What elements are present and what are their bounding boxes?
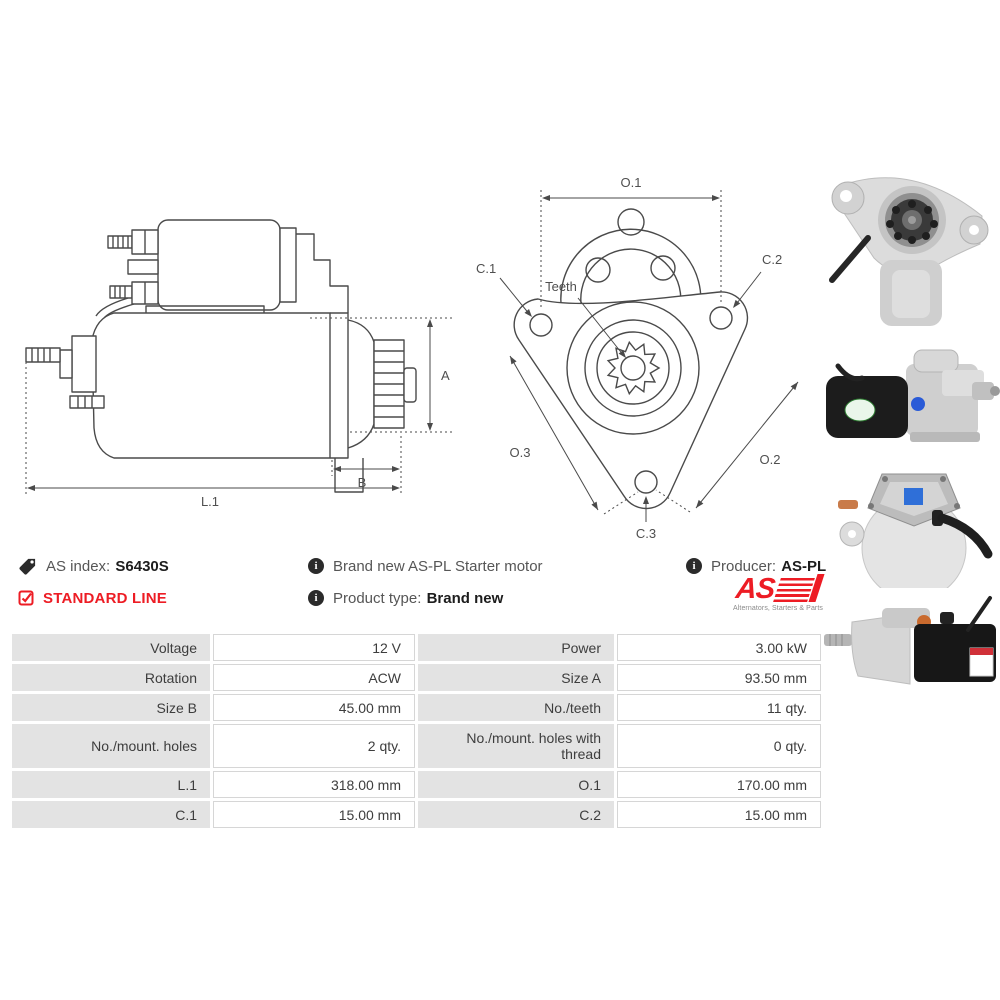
as-index-label: AS index: S6430S [46, 557, 169, 575]
arrowhead [333, 466, 341, 472]
spec-value: 170.00 mm [617, 771, 821, 798]
spec-value: 2 qty. [213, 724, 415, 768]
info-column-left [18, 556, 169, 620]
checked-checkbox-icon [18, 590, 34, 606]
product-photo-rear [822, 458, 1000, 588]
arrowhead [427, 319, 433, 327]
product-type-row [308, 588, 543, 608]
spec-value: 15.00 mm [617, 801, 821, 828]
info-icon: i [686, 558, 702, 574]
dim-label-o3: O.3 [509, 445, 531, 460]
spec-value: 318.00 mm [213, 771, 415, 798]
spec-label: Size A [418, 664, 614, 691]
teeth-label: Teeth [545, 279, 577, 294]
info-column-middle [308, 556, 543, 620]
arrowhead [427, 423, 433, 431]
spec-label: Power [418, 634, 614, 661]
starter-side-view-diagram [10, 190, 455, 520]
arrowhead [712, 195, 720, 201]
description-row [308, 556, 543, 576]
spec-value: 93.50 mm [617, 664, 821, 691]
starter-front-view-diagram [458, 160, 830, 560]
spec-label: C.2 [418, 801, 614, 828]
starter-side-outline [26, 220, 416, 492]
logo-as-text: AS [734, 573, 777, 605]
arrowhead [507, 355, 516, 365]
dim-label-o2: O.2 [759, 452, 781, 467]
arrowhead [27, 485, 35, 491]
product-type-value: Brand new [426, 589, 504, 607]
spec-value: 0 qty. [617, 724, 821, 768]
logo-tagline: Alternators, Starters & Parts [732, 605, 824, 612]
dim-label-a: A [441, 368, 450, 383]
spec-label: No./mount. holes with thread [418, 724, 614, 768]
as-index-value: S6430S [115, 557, 169, 575]
dim-label-o1: O.1 [620, 175, 642, 190]
spec-label: No./teeth [418, 694, 614, 721]
spec-value: ACW [213, 664, 415, 691]
mounting-flange [514, 292, 747, 509]
spec-value: 15.00 mm [213, 801, 415, 828]
dim-label-b: B [357, 475, 367, 490]
dim-label-c1: C.1 [476, 261, 497, 276]
arrowhead [542, 195, 550, 201]
as-index-row [18, 556, 169, 576]
spec-label: C.1 [12, 801, 210, 828]
spec-label: O.1 [418, 771, 614, 798]
dim-label-c3: C.3 [635, 526, 657, 541]
photo-gallery [822, 158, 1000, 698]
product-photo-side-black [822, 340, 1000, 458]
dim-label-c2: C.2 [762, 252, 783, 267]
arrowhead [392, 466, 400, 472]
spec-table [12, 634, 821, 828]
info-icon: i [308, 590, 324, 606]
spec-label: Voltage [12, 634, 210, 661]
product-photo-front [822, 158, 1000, 340]
spec-value: 45.00 mm [213, 694, 415, 721]
arrowhead [591, 502, 600, 512]
arrowhead [392, 485, 400, 491]
dim-label-l1: L.1 [200, 494, 220, 509]
standard-line-row [18, 588, 169, 608]
product-photo-side-shaft [822, 588, 1000, 698]
dimension-b-lines [332, 436, 401, 496]
producer-value: AS-PL [781, 557, 827, 575]
spec-value: 11 qty. [617, 694, 821, 721]
as-pl-logo [730, 574, 826, 612]
spec-label: Size B [12, 694, 210, 721]
logo-stripes [773, 578, 815, 602]
as-pl-logo-mark [730, 573, 826, 605]
spec-label: L.1 [12, 771, 210, 798]
info-icon: i [308, 558, 324, 574]
product-description: Brand new AS-PL Starter motor [333, 557, 543, 575]
tag-icon [18, 557, 37, 576]
standard-line-badge: STANDARD LINE [43, 589, 167, 607]
product-type: Product type: Brand new [333, 589, 504, 607]
spec-value: 12 V [213, 634, 415, 661]
spec-label: No./mount. holes [12, 724, 210, 768]
spec-value: 3.00 kW [617, 634, 821, 661]
spec-label: Rotation [12, 664, 210, 691]
producer: Producer: AS-PL [711, 557, 827, 575]
